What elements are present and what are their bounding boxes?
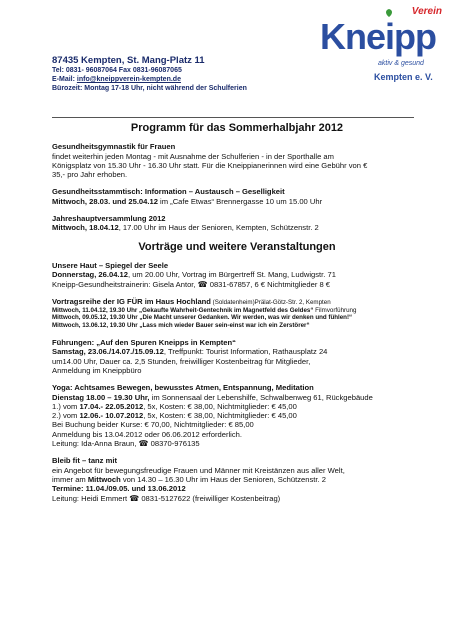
yoga-course-2-prefix: 2.) vom [52, 411, 80, 421]
ig-location: (Soldatenheim)Prälat-Götz-Str. 2, Kempten [210, 298, 331, 306]
email-line [52, 75, 282, 84]
yoga-heading: Yoga: Achtsames Bewegen, bewusstes Atmen, Entspannung, Meditation [52, 383, 314, 393]
yoga-time-line [52, 393, 422, 402]
yoga-course-1 [52, 402, 422, 411]
yoga-course-2 [52, 411, 422, 420]
jhv-date: Mittwoch, 18.04.12 [52, 223, 119, 233]
stamm-heading: Gesundheitsstammtisch: Information – Austausch – Geselligkeit [52, 187, 285, 197]
phone-icon: ☎ [129, 493, 140, 503]
section-haut [52, 261, 422, 289]
bleib-weekday: Mittwoch [87, 474, 121, 484]
yoga-course-2-cost: , 5x, Kosten: € 38,00, Nichtmitglieder: € 45,00 [143, 411, 297, 421]
email-label: E-Mail: [52, 76, 77, 83]
yoga-lead-phone: 08370-976135 [148, 439, 200, 449]
section-ig-fuer [52, 297, 422, 330]
bleib-line-2-a: immer am [52, 474, 88, 484]
program-content [52, 114, 422, 511]
haut-line-2 [52, 280, 422, 289]
bleib-line-2 [52, 475, 422, 484]
haut-heading: Unsere Haut – Spiegel der Seele [52, 260, 169, 270]
gym-line-3: 35,- pro Jahr erhoben. [52, 170, 128, 180]
ig-row-1-note: Filmvorführung [313, 306, 357, 314]
haut-trainer: Kneipp-Gesundheitstrainerin: Gisela Antor, [52, 279, 198, 289]
yoga-course-1-dates: 17.04.- 22.05.2012 [79, 401, 144, 411]
logo-kneipp: Kneipp [320, 16, 436, 57]
section-fuehrung [52, 338, 422, 375]
bleib-lead [52, 494, 422, 503]
bleib-lead-phone: 0831-5127622 (freiwilliger Kostenbeitrag) [139, 493, 281, 503]
logo-motto: aktiv & gesund [378, 60, 424, 67]
yoga-course-2-dates: 12.06.- 10.07.2012 [79, 411, 144, 421]
jhv-rest: , 17.00 Uhr im Haus der Senioren, Kempten, Schützenstr. 2 [118, 223, 319, 233]
email-link[interactable]: info@kneippverein-kempten.de [76, 76, 181, 83]
bleib-line-1: ein Angebot für bewegungsfreudige Frauen und Männer mit Kreistänzen aus aller Welt, [52, 465, 345, 475]
bleib-line-2-c: von 14.30 – 16.30 Uhr im Haus der Senioren, Schützenstr. 2 [120, 474, 326, 484]
gym-line-2: Königsplatz von 15.30 Uhr - 16.30 Uhr statt. Für die Kneippianerinnen wird eine Gebühr von € [52, 160, 368, 170]
ig-heading: Vortragsreihe der IG FÜR im Haus Hochland [52, 296, 211, 306]
phone-icon: ☎ [138, 439, 149, 449]
jhv-heading: Jahreshauptversammlung 2012 [52, 214, 166, 224]
bleib-lead-name: Leitung: Heidi Emmert [52, 493, 130, 503]
fuehrung-line-3: Anmeldung im Kneippbüro [52, 365, 142, 375]
ig-row-1-title: Mittwoch, 11.04.12, 19.30 Uhr „Gekaufte Wahrheit-Gentechnik im Magnetfeld des Geldes“ [52, 306, 314, 314]
yoga-course-1-cost: , 5x, Kosten: € 38,00, Nichtmitglieder: € 45,00 [143, 401, 297, 411]
logo-city: Kempten e. V. [374, 72, 433, 82]
yoga-location: im Sonnensaal der Lebenshilfe, Schwalbenweg 61, Rückgebäude [149, 392, 373, 402]
bleib-heading: Bleib fit – tanz mit [52, 456, 117, 466]
yoga-lead [52, 439, 422, 448]
ig-row-1 [52, 307, 422, 315]
section-stammtisch [52, 187, 422, 206]
title-lectures: Vorträge und weitere Veranstaltungen [138, 240, 336, 253]
kneipp-logo [318, 6, 446, 86]
section-gymnastik [52, 142, 422, 179]
haut-rest: , um 20.00 Uhr, Vortrag im Bürgertreff St. Mang, Ludwigstr. 71 [127, 270, 336, 280]
phone-fax: Tel: 0831- 96087064 Fax 0831-96087065 [52, 67, 182, 74]
ig-row-3: Mittwoch, 13.06.12, 19.30 Uhr „Lass mich wieder Bauer sein-einst war ich ein Zerstörer“ [52, 322, 310, 330]
stamm-line [52, 197, 422, 206]
yoga-both: Bei Buchung beider Kurse: € 70,00, Nichtmitglieder: € 85,00 [52, 420, 254, 430]
haut-date: Donnerstag, 26.04.12 [52, 270, 128, 280]
jhv-line [52, 223, 422, 232]
gym-line-1: findet weiterhin jeden Montag - mit Ausnahme der Schulferien - in der Sporthalle am [52, 151, 334, 161]
section-yoga [52, 383, 422, 448]
logo-verein: Verein [411, 6, 442, 17]
ig-row-2: Mittwoch, 09.05.12, 19.30 Uhr „Die Macht unserer Gedanken. Wir werden, was wir denken und fühlen!“ [52, 314, 353, 322]
stamm-rest: im „Cafe Etwas“ Brennergasse 10 um 15.00 Uhr [157, 196, 323, 206]
yoga-course-1-prefix: 1.) vom [52, 401, 80, 411]
office-hours: Bürozeit: Montag 17-18 Uhr, nicht während der Schulferien [52, 85, 247, 92]
fuehrung-heading: Führungen: „Auf den Spuren Kneipps in Kempten“ [52, 338, 236, 348]
gym-heading: Gesundheitsgymnastik für Frauen [52, 142, 176, 152]
section-bleib-fit [52, 456, 422, 502]
fuehrung-line-2: um14.00 Uhr, Dauer ca. 2,5 Stunden, freiwilliger Kostenbeitrag für Mitglieder, [52, 356, 311, 366]
yoga-lead-name: Leitung: Ida-Anna Braun, [52, 439, 139, 449]
letterhead [52, 55, 282, 93]
haut-line-1 [52, 270, 422, 279]
yoga-registration: Anmeldung bis 13.04.2012 oder 06.06.2012 erforderlich. [52, 429, 242, 439]
title-summer-program: Programm für das Sommerhalbjahr 2012 [130, 122, 344, 134]
fuehrung-date: Samstag, 23.06./14.07./15.09.12 [52, 347, 164, 357]
fuehrung-line-1 [52, 347, 422, 356]
ig-heading-line [52, 297, 422, 307]
yoga-time: Dienstag 18.00 – 19.30 Uhr, [52, 392, 150, 402]
stamm-date: Mittwoch, 28.03. und 25.04.12 [52, 196, 158, 206]
bleib-dates: Termine: 11.04./09.05. und 13.06.2012 [52, 484, 186, 494]
phone-icon: ☎ [197, 279, 208, 289]
fuehrung-rest: , Treffpunkt: Tourist Information, Rathausplatz 24 [163, 347, 328, 357]
haut-phone: 0831-67857, 6 € Nichtmitglieder 8 € [207, 279, 331, 289]
section-jhv [52, 214, 422, 233]
address: 87435 Kempten, St. Mang-Platz 11 [52, 55, 205, 66]
